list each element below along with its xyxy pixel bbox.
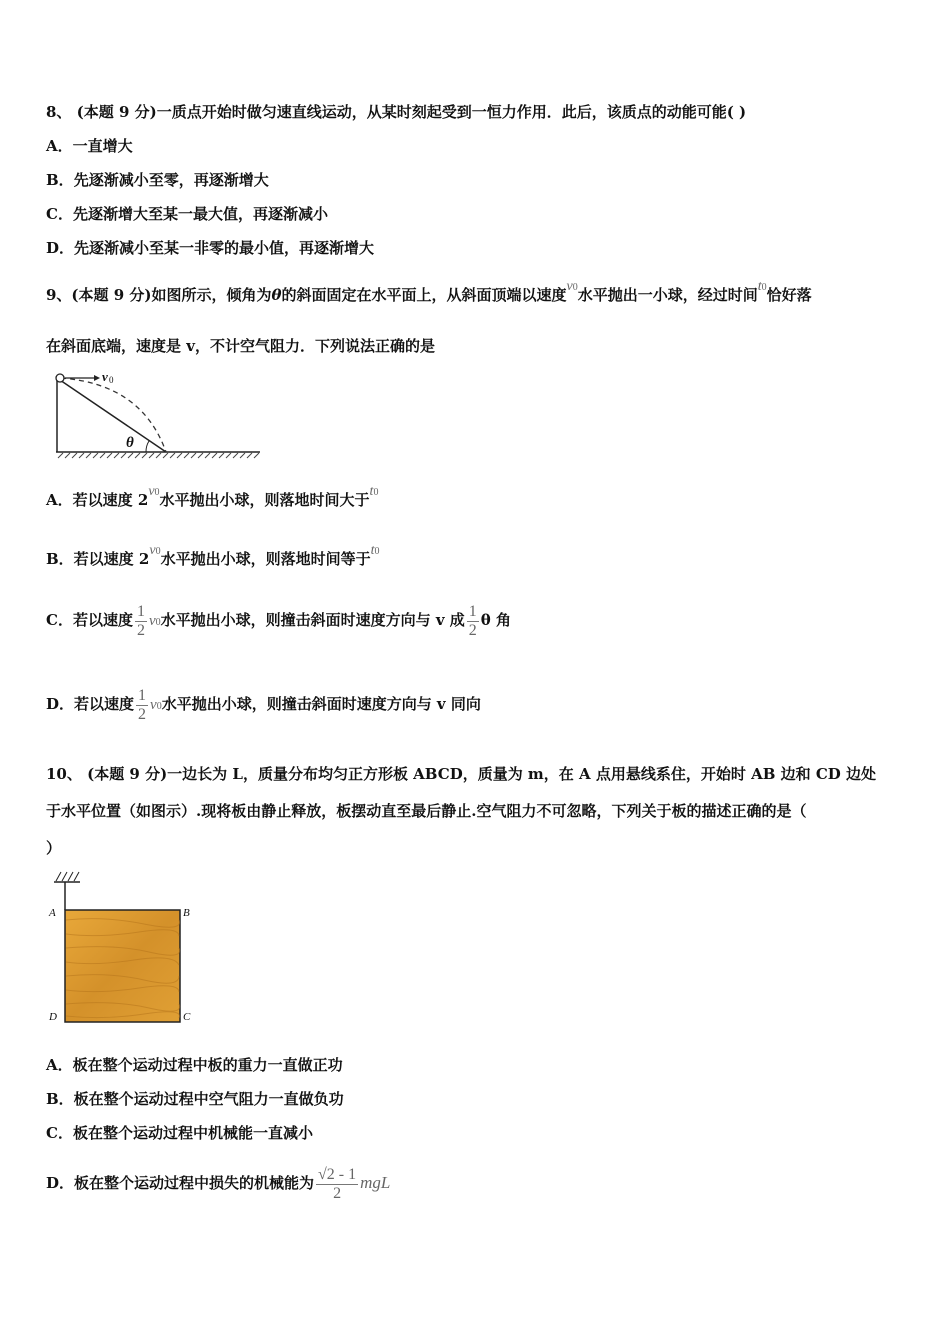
svg-text:0: 0 [109,375,114,385]
q9-stem-line2: 在斜面底端，速度是 v，不计空气阻力．下列说法正确的是 [46,337,435,355]
q8-option-b: B．先逐渐减小至零，再逐渐增大 [46,171,269,189]
q9-option-d: D．若以速度 $\frac{1}{2}$ v0水平抛出小球，则撞击斜面时速度方向与 v 同向 [46,686,481,723]
q8-option-d: D．先逐渐减小至某一非零的最小值，再逐渐增大 [46,239,375,257]
fraction-half: $\frac{1}{2}$ [468,602,477,639]
q9-stem-line1: 9、(本题 9 分)如图所示，倾角为θ的斜面固定在水平面上，从斜面顶端以速度v0水平抛出一小球，经过时间t0恰好落 [46,279,812,304]
q8-option-a: A．一直增大 [46,137,133,155]
q9-incline-figure [52,366,264,462]
fraction-half: $\frac{1}{2}$ [138,686,147,723]
q10-stem-line3: ） [46,839,62,857]
q10-stem-line1: 10、 (本题 9 分)一边长为 L，质量分布均匀正方形板 ABCD，质量为 m，在 A 点用悬线系住，开始时 AB 边和 CD 边处 [46,765,877,783]
q10-option-a: A．板在整个运动过程中板的重力一直做正功 [46,1056,343,1074]
q9-option-b: B．若以速度 2v0水平抛出小球，则落地时间等于t0 [46,543,380,568]
q10-square-plate-figure [44,868,204,1028]
q10-option-d: D．板在整个运动过程中损失的机械能为 $\frac{√2 - 1}{2}$ mgL [46,1165,391,1202]
q10-option-c: C．板在整个运动过程中机械能一直减小 [46,1124,313,1142]
q8-stem: 8、 (本题 9 分)一质点开始时做匀速直线运动，从某时刻起受到一恒力作用．此后，该质点的动能可能( ) [46,103,747,121]
fraction-energy-loss: $\frac{√2 - 1}{2}$ [318,1165,357,1202]
svg-text:A: A [49,907,56,919]
q10-stem-line2: 于水平位置（如图示）.现将板由静止释放，板摆动直至最后静止.空气阻力不可忽略，下列关于板的描述正确的是（ [46,802,807,820]
q8-option-c: C．先逐渐增大至某一最大值，再逐渐减小 [46,205,328,223]
q9-option-c: C．若以速度 $\frac{1}{2}$ v0水平抛出小球，则撞击斜面时速度方向与 v 成 $\frac{1}{2}$ θ 角 [46,602,512,639]
svg-text:D: D [49,1011,57,1023]
fraction-half: $\frac{1}{2}$ [136,602,145,639]
svg-text:v: v [102,369,108,384]
svg-text:B: B [183,907,190,919]
svg-text:θ: θ [126,435,134,451]
q9-option-a: A．若以速度 2v0水平抛出小球，则落地时间大于t0 [46,484,379,509]
svg-text:C: C [183,1011,191,1023]
q10-option-b: B．板在整个运动过程中空气阻力一直做负功 [46,1090,344,1108]
